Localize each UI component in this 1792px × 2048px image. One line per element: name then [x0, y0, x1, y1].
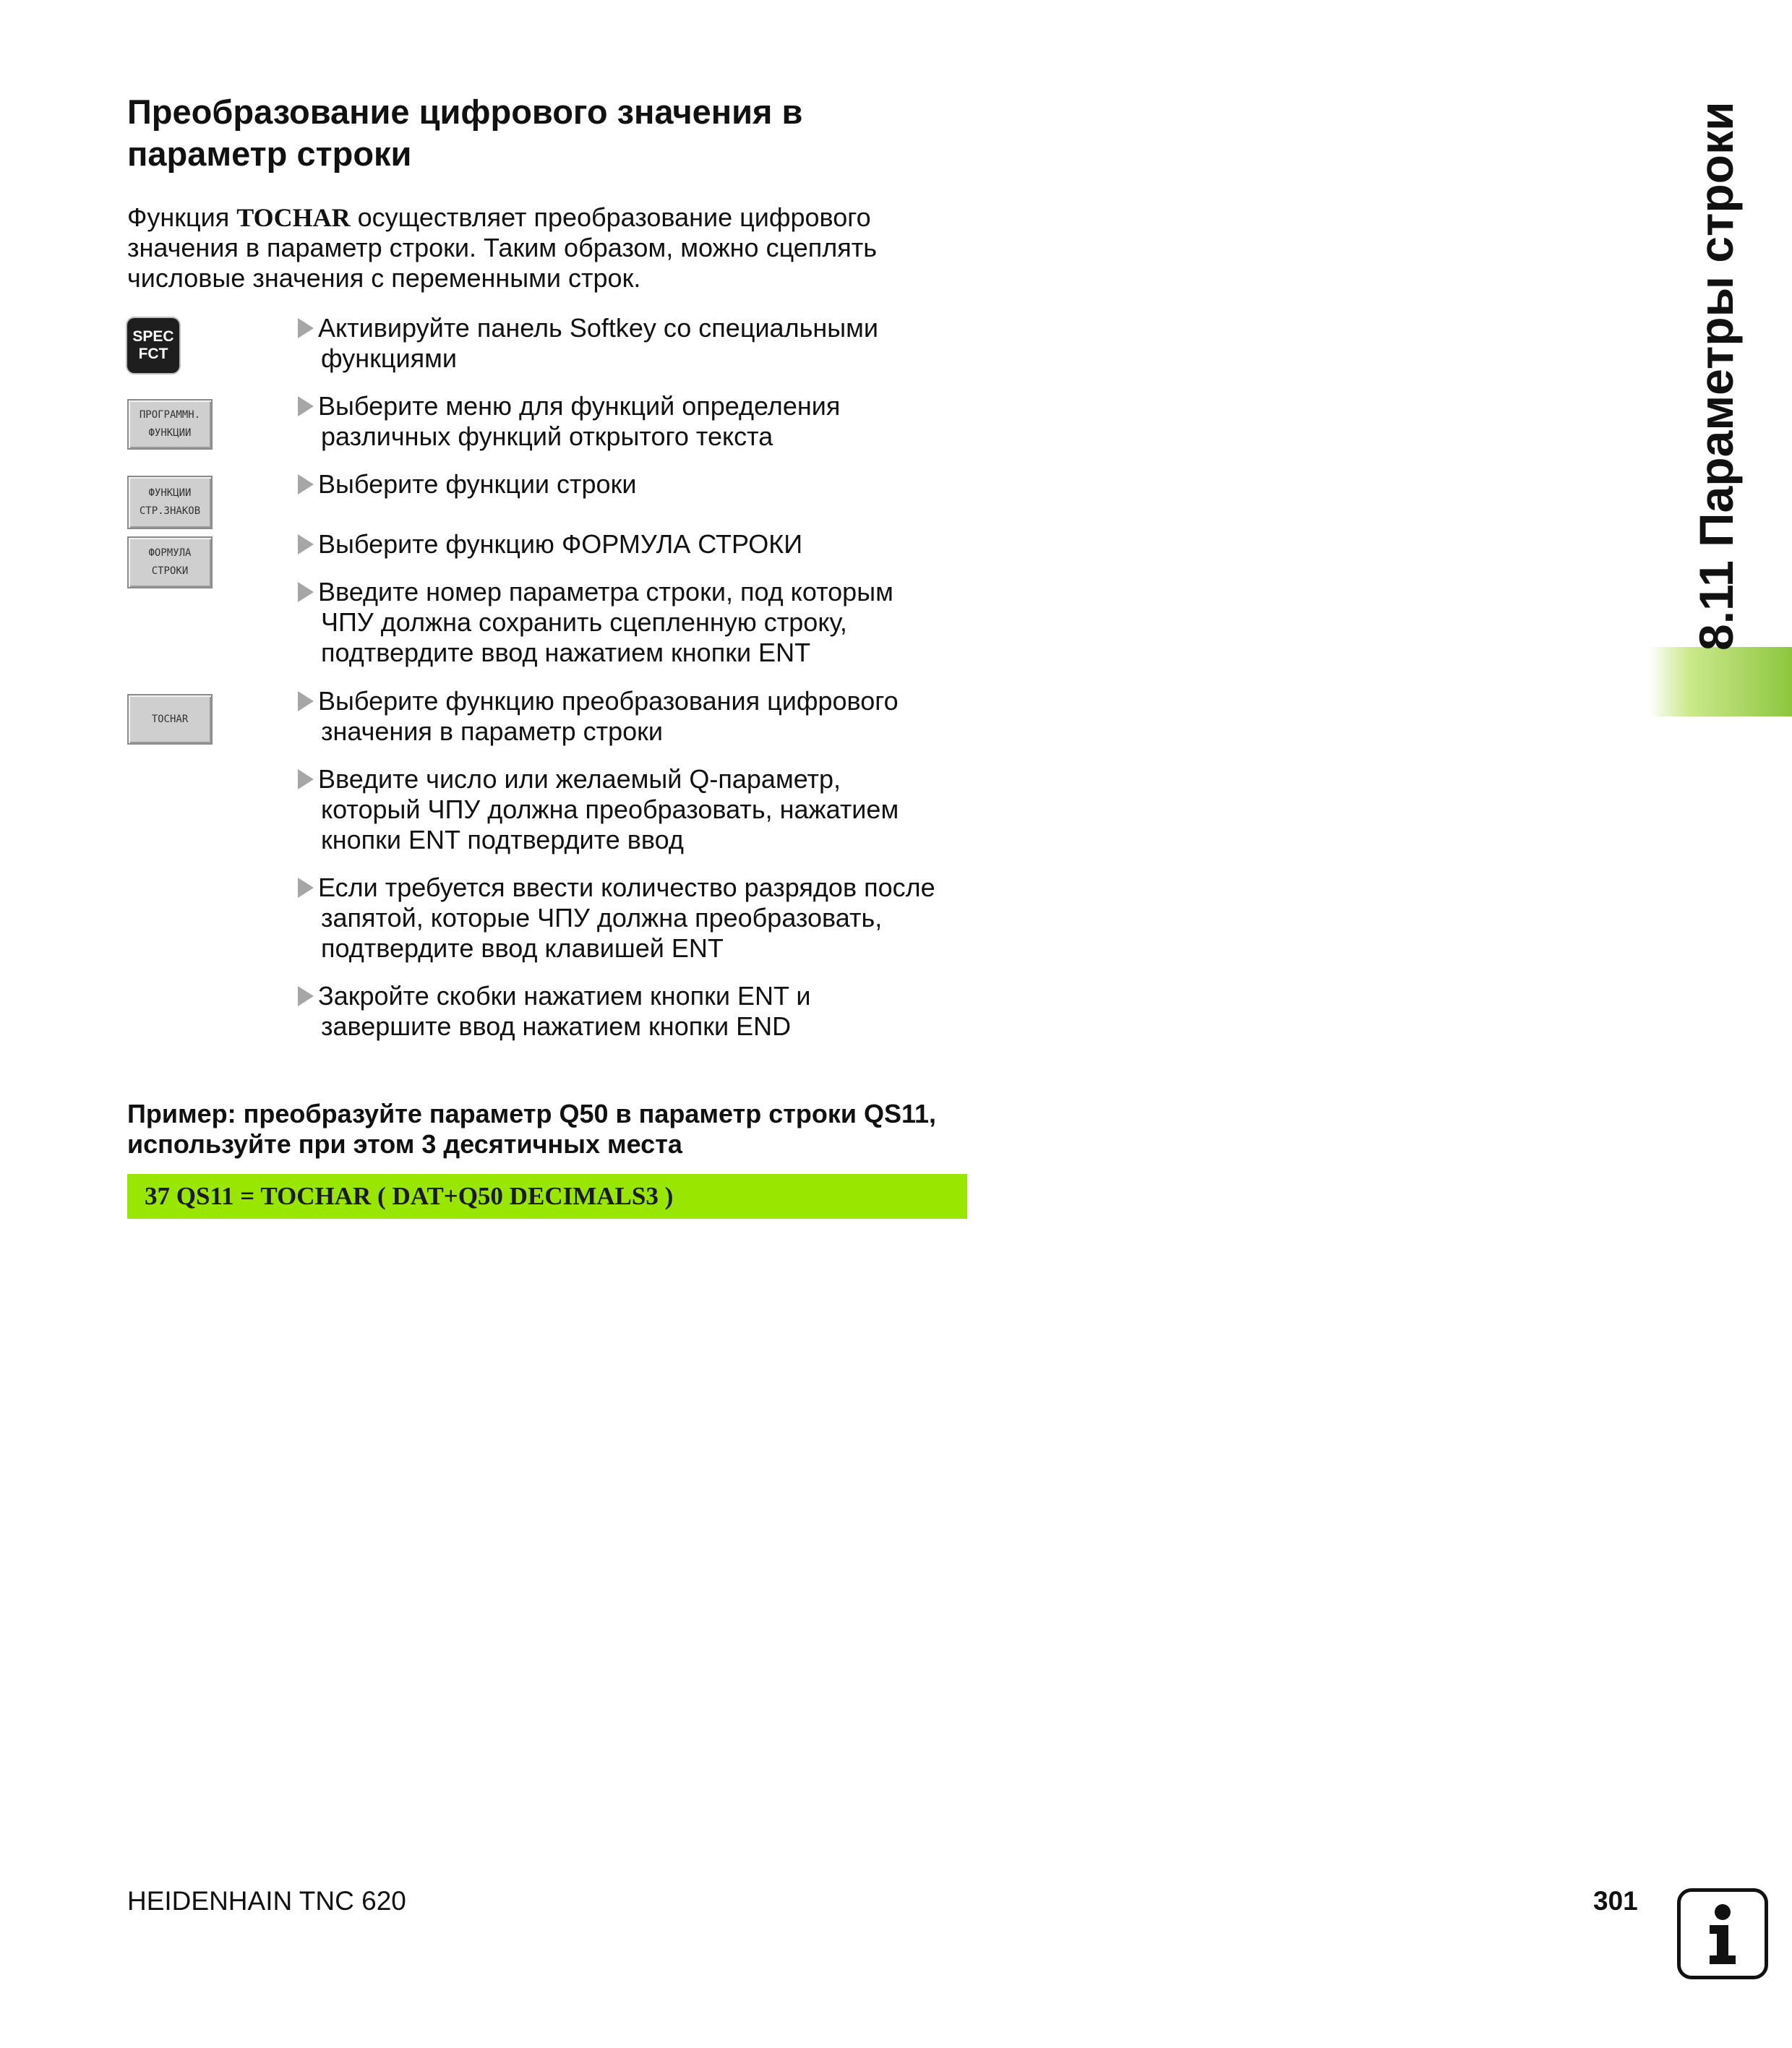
- page-number: 301: [1593, 1886, 1638, 1916]
- intro-paragraph: [127, 202, 980, 294]
- softkey-label-line-1: ФУНКЦИИ: [148, 487, 192, 499]
- triangle-right-icon: [298, 878, 314, 898]
- step-item: [298, 873, 977, 964]
- step-line: Выберите функции строки: [318, 469, 637, 499]
- page-title-line-1: Преобразование цифрового значения в: [127, 93, 803, 131]
- intro-line-1-rest: осуществляет преобразование цифрового: [350, 202, 871, 232]
- step-item: [298, 577, 977, 668]
- step-line: Закройте скобки нажатием кнопки ENT и: [318, 981, 811, 1011]
- spec-fct-key-line-1: SPEC: [132, 328, 174, 345]
- softkey-label-line-2: ФУНКЦИИ: [148, 427, 192, 439]
- step-line: который ЧПУ должна преобразовать, нажатием: [321, 794, 899, 824]
- info-glyph: [1681, 1892, 1765, 1976]
- step-item: [298, 391, 977, 452]
- triangle-right-icon: [298, 474, 314, 494]
- step-line: кнопки ENT подтвердите ввод: [321, 825, 684, 854]
- softkey-string-functions[interactable]: [127, 476, 213, 529]
- triangle-right-icon: [298, 534, 314, 554]
- softkey-label-line-1: ФОРМУЛА: [148, 547, 192, 559]
- triangle-right-icon: [298, 691, 314, 711]
- softkey-label-line-2: СТР.ЗНАКОВ: [139, 505, 201, 517]
- triangle-right-icon: [298, 396, 314, 416]
- step-line: ЧПУ должна сохранить сцепленную строку,: [321, 607, 847, 637]
- step-line: Выберите функцию преобразования цифрового: [318, 686, 899, 716]
- step-item: [298, 469, 977, 500]
- intro-line-2: значения в параметр строки. Таким образом, можно сцеплять: [127, 233, 878, 262]
- intro-keyword: TOCHAR: [236, 203, 351, 232]
- step-line: функциями: [321, 343, 457, 373]
- step-line: подтвердите ввод нажатием кнопки ENT: [321, 638, 811, 667]
- step-line: различных функций открытого текста: [321, 421, 773, 451]
- softkey-program-functions[interactable]: [127, 399, 213, 450]
- intro-prefix: Функция: [127, 202, 237, 232]
- spec-fct-key[interactable]: [127, 318, 179, 373]
- step-line: подтвердите ввод клавишей ENT: [321, 933, 724, 963]
- step-line: Введите число или желаемый Q-параметр,: [318, 764, 841, 794]
- softkey-label-line-1: TOCHAR: [151, 713, 189, 725]
- page-title: [127, 91, 995, 175]
- step-item: [298, 764, 977, 855]
- chapter-tab: [1648, 647, 1792, 716]
- step-line: Если требуется ввести количество разрядов после: [318, 873, 935, 902]
- example-heading: [127, 1099, 995, 1160]
- step-item: [298, 981, 977, 1042]
- intro-line-3: числовые значения с переменными строк.: [127, 263, 641, 293]
- step-line: Введите номер параметра строки, под которым: [318, 577, 893, 607]
- step-line: значения в параметр строки: [321, 716, 664, 746]
- example-code: 37 QS11 = TOCHAR ( DAT+Q50 DECIMALS3 ): [127, 1174, 967, 1219]
- step-item: [298, 686, 977, 747]
- step-line: завершите ввод нажатием кнопки END: [321, 1011, 792, 1041]
- triangle-right-icon: [298, 769, 314, 789]
- info-icon: [1677, 1888, 1768, 1979]
- step-line: Выберите функцию ФОРМУЛА СТРОКИ: [318, 529, 803, 559]
- spec-fct-key-line-2: FCT: [138, 346, 168, 362]
- softkey-label-line-1: ПРОГРАММН.: [139, 409, 201, 421]
- step-line: запятой, которые ЧПУ должна преобразовать,: [321, 903, 883, 933]
- example-heading-line-2: используйте при этом 3 десятичных места: [127, 1129, 682, 1159]
- triangle-right-icon: [298, 582, 314, 602]
- example-heading-line-1: Пример: преобразуйте параметр Q50 в параметр строки QS11,: [127, 1099, 937, 1128]
- page-title-line-2: параметр строки: [127, 134, 412, 173]
- step-item: [298, 529, 977, 560]
- softkey-tochar[interactable]: [127, 694, 213, 745]
- step-line: Активируйте панель Softkey со специальными: [318, 313, 878, 343]
- softkey-label-line-2: СТРОКИ: [151, 565, 189, 577]
- step-item: [298, 313, 977, 374]
- section-title: 8.11 Параметры строки: [1689, 101, 1743, 651]
- softkey-string-formula[interactable]: [127, 536, 213, 588]
- triangle-right-icon: [298, 318, 314, 338]
- footer-product: HEIDENHAIN TNC 620: [127, 1886, 406, 1916]
- step-line: Выберите меню для функций определения: [318, 391, 841, 421]
- triangle-right-icon: [298, 986, 314, 1006]
